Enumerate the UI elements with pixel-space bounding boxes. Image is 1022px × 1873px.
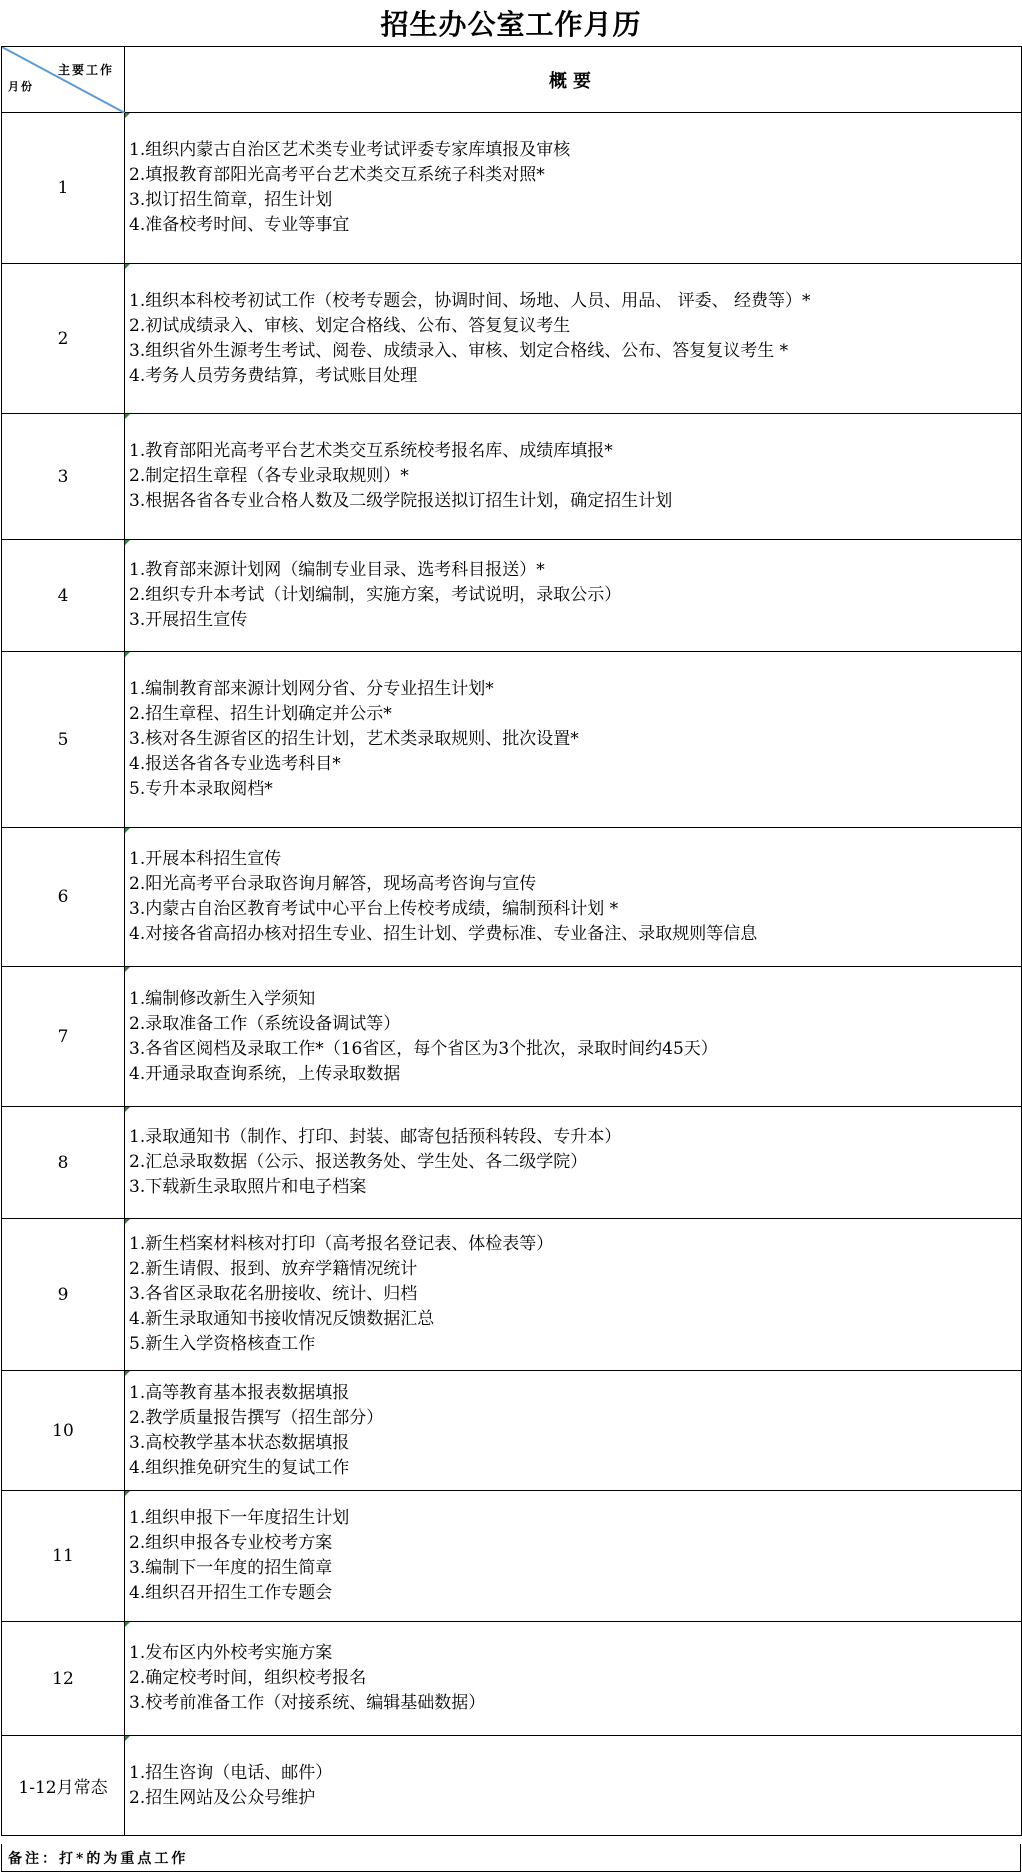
work-item: 2.阳光高考平台录取咨询月解答，现场高考咨询与宣传 [129, 874, 537, 894]
summary-cell [125, 1491, 1022, 1622]
work-item: 1.招生咨询（电话、邮件） [129, 1762, 333, 1783]
table-row [2, 1622, 1022, 1736]
cell-marker [125, 113, 130, 118]
work-item: 1.教育部来源计划网（编制专业目录、选考科目报送）* [129, 560, 545, 580]
work-item: 3.编制下一年度的招生简章 [129, 1558, 333, 1578]
work-item: 1.编制修改新生入学须知 [129, 988, 316, 1009]
work-item: 4.新生录取通知书接收情况反馈数据汇总 [129, 1309, 435, 1329]
work-item: 2.组织专升本考试（计划编制，实施方案，考试说明，录取公示） [129, 585, 622, 605]
month-cell: 3 [2, 414, 125, 540]
work-item: 1.开展本科招生宣传 [129, 849, 282, 869]
cell-marker [125, 1107, 130, 1112]
work-item: 3.核对各生源省区的招生计划，艺术类录取规则、批次设置* [129, 729, 579, 749]
summary-cell [125, 1622, 1022, 1736]
work-item: 4.开通录取查询系统，上传录取数据 [129, 1063, 401, 1084]
work-item: 2.新生请假、报到、放弃学籍情况统计 [129, 1259, 418, 1279]
work-item: 4.准备校考时间、专业等事宜 [129, 215, 350, 235]
summary-cell [125, 540, 1022, 652]
cell-marker [125, 967, 130, 972]
work-item: 4.考务人员劳务费结算，考试账目处理 [129, 365, 418, 386]
table-row [2, 1371, 1022, 1491]
month-cell: 10 [2, 1371, 125, 1491]
work-item: 3.组织省外生源考生考试、阅卷、成绩录入、审核、划定合格线、公布、答复复议考生 * [129, 340, 789, 361]
table-header-row [2, 47, 1022, 113]
table-row [2, 652, 1022, 828]
table-row [2, 1219, 1022, 1371]
table-row [2, 1736, 1022, 1836]
summary-cell [125, 414, 1022, 540]
month-cell: 9 [2, 1219, 125, 1371]
cell-marker [125, 1622, 130, 1627]
header-corner-cell [2, 47, 125, 113]
work-item: 2.汇总录取数据（公示、报送教务处、学生处、各二级学院） [129, 1152, 588, 1172]
month-cell: 1 [2, 113, 125, 264]
work-item: 2.招生章程、招生计划确定并公示* [129, 704, 392, 724]
work-item: 4.对接各省高招办核对招生专业、招生计划、学费标准、专业备注、录取规则等信息 [129, 924, 758, 944]
corner-bottom-label: 月份 [8, 80, 34, 93]
work-item: 2.制定招生章程（各专业录取规则）* [129, 466, 409, 486]
cell-marker [125, 1491, 130, 1496]
header-summary-cell: 概要 [125, 47, 1022, 113]
month-cell: 1-12月常态 [2, 1736, 125, 1836]
work-item: 3.校考前准备工作（对接系统、编辑基础数据） [129, 1693, 486, 1713]
work-item: 1.新生档案材料核对打印（高考报名登记表、体检表等） [129, 1234, 554, 1254]
cell-marker [125, 414, 130, 419]
cell-marker [125, 1219, 130, 1224]
work-item: 1.发布区内外校考实施方案 [129, 1643, 333, 1663]
work-item: 1.组织内蒙古自治区艺术类专业考试评委专家库填报及审核 [129, 140, 571, 160]
table-row [2, 113, 1022, 264]
table-row [2, 540, 1022, 652]
work-item: 3.根据各省各专业合格人数及二级学院报送拟订招生计划，确定招生计划 [129, 491, 673, 511]
work-item: 2.录取准备工作（系统设备调试等） [129, 1013, 401, 1034]
work-item: 1.高等教育基本报表数据填报 [129, 1382, 350, 1403]
month-cell: 4 [2, 540, 125, 652]
summary-cell [125, 264, 1022, 414]
cell-marker [125, 828, 130, 833]
work-item: 3.拟订招生简章，招生计划 [129, 190, 333, 210]
month-cell: 7 [2, 967, 125, 1107]
cell-marker [125, 652, 130, 657]
work-item: 1.组织本科校考初试工作（校考专题会，协调时间、场地、人员、用品、 评委、 经费等）* [129, 290, 811, 311]
work-item: 4.报送各省各专业选考科目* [129, 754, 341, 774]
work-item: 3.各省区阅档及录取工作*（16省区，每个省区为3个批次，录取时间约45天） [129, 1038, 718, 1059]
work-item: 4.组织推免研究生的复试工作 [129, 1457, 350, 1478]
work-item: 3.各省区录取花名册接收、统计、归档 [129, 1284, 418, 1304]
page-title: 招生办公室工作月历 [380, 8, 642, 41]
month-cell: 5 [2, 652, 125, 828]
summary-cell [125, 652, 1022, 828]
summary-cell [125, 113, 1022, 264]
month-cell: 11 [2, 1491, 125, 1622]
work-item: 1.编制教育部来源计划网分省、分专业招生计划* [129, 679, 494, 699]
work-item: 1.教育部阳光高考平台艺术类交互系统校考报名库、成绩库填报* [129, 441, 613, 461]
month-cell: 6 [2, 828, 125, 967]
footer-note: 备注：打*的为重点工作 [1, 1844, 1021, 1872]
work-item: 5.专升本录取阅档* [129, 779, 273, 799]
work-item: 2.招生网站及公众号维护 [129, 1787, 316, 1808]
work-item: 5.新生入学资格核查工作 [129, 1334, 316, 1354]
table-row [2, 1491, 1022, 1622]
work-item: 2.填报教育部阳光高考平台艺术类交互系统子科类对照* [129, 165, 545, 185]
cell-marker [125, 264, 130, 269]
table-row [2, 967, 1022, 1107]
table-row [2, 828, 1022, 967]
cell-marker [125, 1371, 130, 1376]
table-row [2, 1107, 1022, 1219]
summary-cell [125, 1736, 1022, 1836]
month-cell: 8 [2, 1107, 125, 1219]
work-item: 1.组织申报下一年度招生计划 [129, 1508, 350, 1528]
work-item: 2.初试成绩录入、审核、划定合格线、公布、答复复议考生 [129, 315, 571, 336]
work-item: 2.组织申报各专业校考方案 [129, 1533, 333, 1553]
summary-cell [125, 1371, 1022, 1491]
calendar-table [1, 46, 1022, 1836]
table-row [2, 264, 1022, 414]
work-item: 2.确定校考时间，组织校考报名 [129, 1668, 367, 1688]
summary-cell [125, 828, 1022, 967]
month-cell: 12 [2, 1622, 125, 1736]
work-item: 3.内蒙古自治区教育考试中心平台上传校考成绩，编制预科计划 * [129, 899, 619, 919]
work-item: 3.开展招生宣传 [129, 610, 248, 630]
work-item: 4.组织召开招生工作专题会 [129, 1583, 333, 1603]
month-cell: 2 [2, 264, 125, 414]
table-row [2, 414, 1022, 540]
work-item: 2.教学质量报告撰写（招生部分） [129, 1407, 384, 1428]
corner-top-label: 主要工作 [57, 63, 114, 77]
summary-cell [125, 967, 1022, 1107]
work-item: 1.录取通知书（制作、打印、封装、邮寄包括预科转段、专升本） [129, 1127, 622, 1147]
summary-cell [125, 1107, 1022, 1219]
cell-marker [125, 1736, 130, 1741]
cell-marker [125, 540, 130, 545]
summary-cell [125, 1219, 1022, 1371]
work-item: 3.高校教学基本状态数据填报 [129, 1432, 350, 1453]
work-item: 3.下载新生录取照片和电子档案 [129, 1177, 367, 1197]
